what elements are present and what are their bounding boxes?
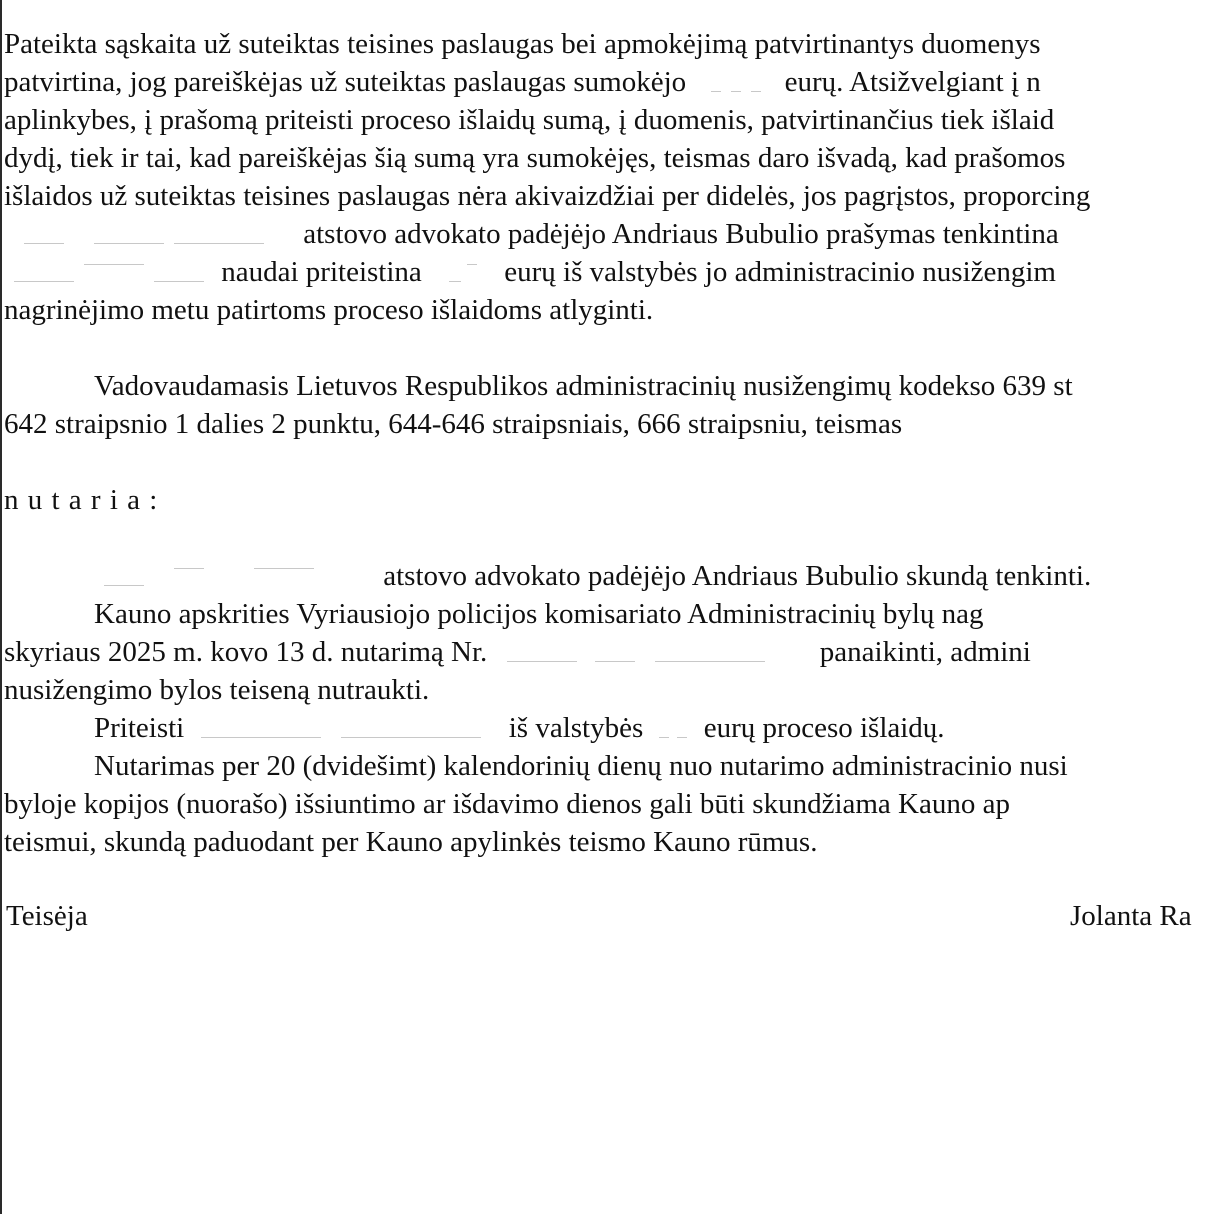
p1-line-2-text-a: patvirtina, jog pareiškėjas už suteiktas paslaugas sumokėjo: [4, 66, 687, 98]
p1-line-1: Pateikta sąskaita už suteiktas teisines paslaugas bei apmokėjimą patvirtinantys duomenys: [4, 28, 1041, 60]
p3-line-5-text-b: iš valstybės: [508, 712, 644, 744]
p1-line-4: dydį, tiek ir tai, kad pareiškėjas šią sumą yra sumokėjęs, teismas daro išvadą, kad prašomos: [4, 142, 1066, 174]
signature-role: Teisėja: [6, 900, 88, 932]
p3-line-3-text-a: skyriaus 2025 m. kovo 13 d. nutarimą Nr.: [4, 636, 488, 668]
p3-line-3: [4, 635, 1031, 669]
redacted-name-3: [4, 564, 376, 592]
p3-line-2: Kauno apskrities Vyriausiojo policijos komisariato Administracinių bylų nag: [94, 598, 984, 630]
redacted-case-number: [495, 640, 813, 668]
p1-line-7-text-a: naudai priteistina: [221, 256, 422, 288]
p1-line-6-text: atstovo advokato padėjėjo Andriaus Bubulio prašymas tenkintina: [303, 218, 1059, 250]
redacted-amount-1: [693, 70, 777, 98]
p3-line-1-text: atstovo advokato padėjėjo Andriaus Bubulio skundą tenkinti.: [383, 560, 1092, 592]
p3-line-5: [94, 711, 945, 745]
p1-line-6: [4, 217, 1059, 251]
p2-line-2: 642 straipsnio 1 dalies 2 punktu, 644-646 straipsniais, 666 straipsniu, teismas: [4, 408, 903, 440]
p3-line-6: Nutarimas per 20 (dvidešimt) kalendorinių dienų nuo nutarimo administracinio nusi: [94, 750, 1068, 782]
p3-line-7: byloje kopijos (nuorašo) išsiuntimo ar išdavimo dienos gali būti skundžiama Kauno ap: [4, 788, 1010, 820]
p1-line-2-text-b: eurų. Atsižvelgiant į n: [784, 66, 1041, 98]
p1-line-2: [4, 65, 1041, 99]
p1-line-5: išlaidos už suteiktas teisines paslaugas nėra akivaizdžiai per didelės, jos pagrįstos, proporcing: [4, 180, 1091, 212]
p3-line-3-text-b: panaikinti, admini: [819, 636, 1031, 668]
p3-line-5-text-a: Priteisti: [94, 712, 185, 744]
p1-line-3: aplinkybes, į prašomą priteisti proceso išlaidų sumą, į duomenis, patvirtinančius tiek išlaid: [4, 104, 1055, 136]
p3-line-5-text-c: eurų proceso išlaidų.: [703, 712, 945, 744]
redacted-name-4: [191, 716, 501, 744]
signature-name: Jolanta Ra: [1070, 900, 1192, 932]
decision-heading: n u t a r i a :: [4, 484, 159, 516]
redacted-amount-2: [429, 260, 497, 288]
redacted-amount-3: [651, 716, 697, 744]
redacted-name-1: [4, 222, 296, 250]
p1-line-8: nagrinėjimo metu patirtoms proceso išlaidoms atlyginti.: [4, 294, 654, 326]
page-left-edge: [0, 0, 2, 1214]
p3-line-4: nusižengimo bylos teiseną nutraukti.: [4, 674, 430, 706]
p3-line-1: [4, 559, 1091, 593]
redacted-name-2: [4, 260, 214, 288]
p3-line-8: teismui, skundą paduodant per Kauno apylinkės teismo Kauno rūmus.: [4, 826, 818, 858]
p1-line-7-text-b: eurų iš valstybės jo administracinio nusižengim: [504, 256, 1056, 288]
p1-line-7: [4, 255, 1056, 289]
p2-line-1: Vadovaudamasis Lietuvos Respublikos administracinių nusižengimų kodekso 639 st: [94, 370, 1073, 402]
